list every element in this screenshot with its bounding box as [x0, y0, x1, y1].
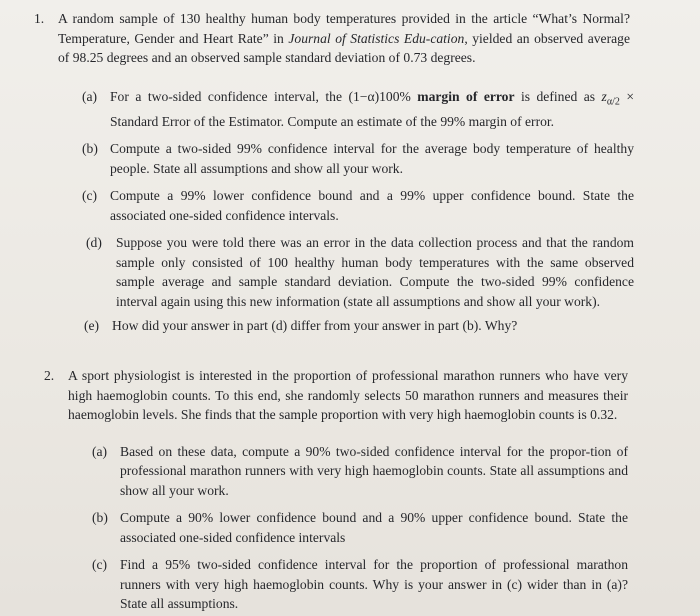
part-text: How did your answer in part (d) differ from your answer in part (b). Why? — [112, 318, 518, 334]
part-text: For a two-sided confidence interval, the (1−α)100% — [110, 88, 418, 104]
part-label: (b) — [82, 141, 98, 157]
problem-intro: A sport physiologist is interested in the proportion of professional marathon runners who have very high haemoglobin counts. To this end, she randomly selects 50 marathon runners and measures their haemoglobin levels. She finds that the sample proportion with very high haemoglobin counts is 0.32. — [68, 368, 628, 422]
part-label: (c) — [82, 188, 98, 204]
part-label: (c) — [92, 557, 108, 572]
part-b — [92, 508, 628, 547]
part-text: × Standard Error of the Estimator. Compute an estimate of the 99% margin of error. — [110, 88, 634, 129]
part-label: (a) — [82, 88, 98, 104]
problem-2 — [44, 366, 628, 614]
part-a — [92, 442, 628, 501]
z-subscript: α/2 — [606, 96, 620, 108]
part-b — [82, 139, 634, 178]
intro-text: A random sample of 130 healthy human body temperatures provided in the article “What’s Normal? Temperature, Gender and Heart Rate” in — [58, 11, 630, 46]
part-e — [84, 316, 634, 336]
problem-1 — [34, 9, 634, 336]
problem-intro — [58, 9, 630, 68]
part-c — [82, 186, 634, 225]
part-text: Suppose you were told there was an error in the data collection process and that the random sample only consisted of 100 healthy human body temperatures with the same observed sample average and sample standard deviation. Compute the two-sided 99% confidence interval again using this new information (state all assumptions and show all your work). — [116, 235, 634, 309]
part-d — [86, 233, 634, 311]
part-c — [92, 555, 628, 614]
part-text: Compute a two-sided 99% confidence interval for the average body temperature of healthy people. State all assumptions and show all your work. — [110, 141, 634, 176]
part-label: (d) — [86, 235, 102, 251]
part-text: Compute a 99% lower confidence bound and a 99% upper confidence bound. State the associated one-sided confidence intervals. — [110, 188, 634, 223]
part-label: (b) — [92, 510, 108, 525]
part-text: Based on these data, compute a 90% two-sided confidence interval for the propor-tion of professional marathon runners with very high haemoglobin counts. State all assumptions and show all your work. — [120, 443, 628, 498]
problem-number: 1. — [34, 11, 45, 26]
intro-text: , yielded an observed average of 98.25 degrees and an observed sample standard deviation of 0.73 degrees. — [58, 30, 630, 65]
z-symbol: z — [601, 88, 607, 104]
part-text: is defined as — [514, 88, 602, 104]
problem-number: 2. — [44, 368, 55, 383]
part-text: Compute a 90% lower confidence bound and a 90% upper confidence bound. State the associated one-sided confidence intervals — [120, 510, 628, 545]
part-a — [82, 87, 634, 132]
bold-term: margin of error — [417, 88, 515, 104]
part-text: Find a 95% two-sided confidence interval for the proportion of professional marathon runners with very high haemoglobin counts. Why is your answer in (c) wider than in (a)? State all assumptions. — [120, 557, 628, 611]
parts-list — [68, 442, 628, 614]
part-label: (a) — [92, 443, 108, 459]
journal-title: Journal of Statistics Edu-cation — [288, 30, 465, 46]
parts-list — [58, 87, 634, 336]
part-label: (e) — [84, 318, 100, 334]
